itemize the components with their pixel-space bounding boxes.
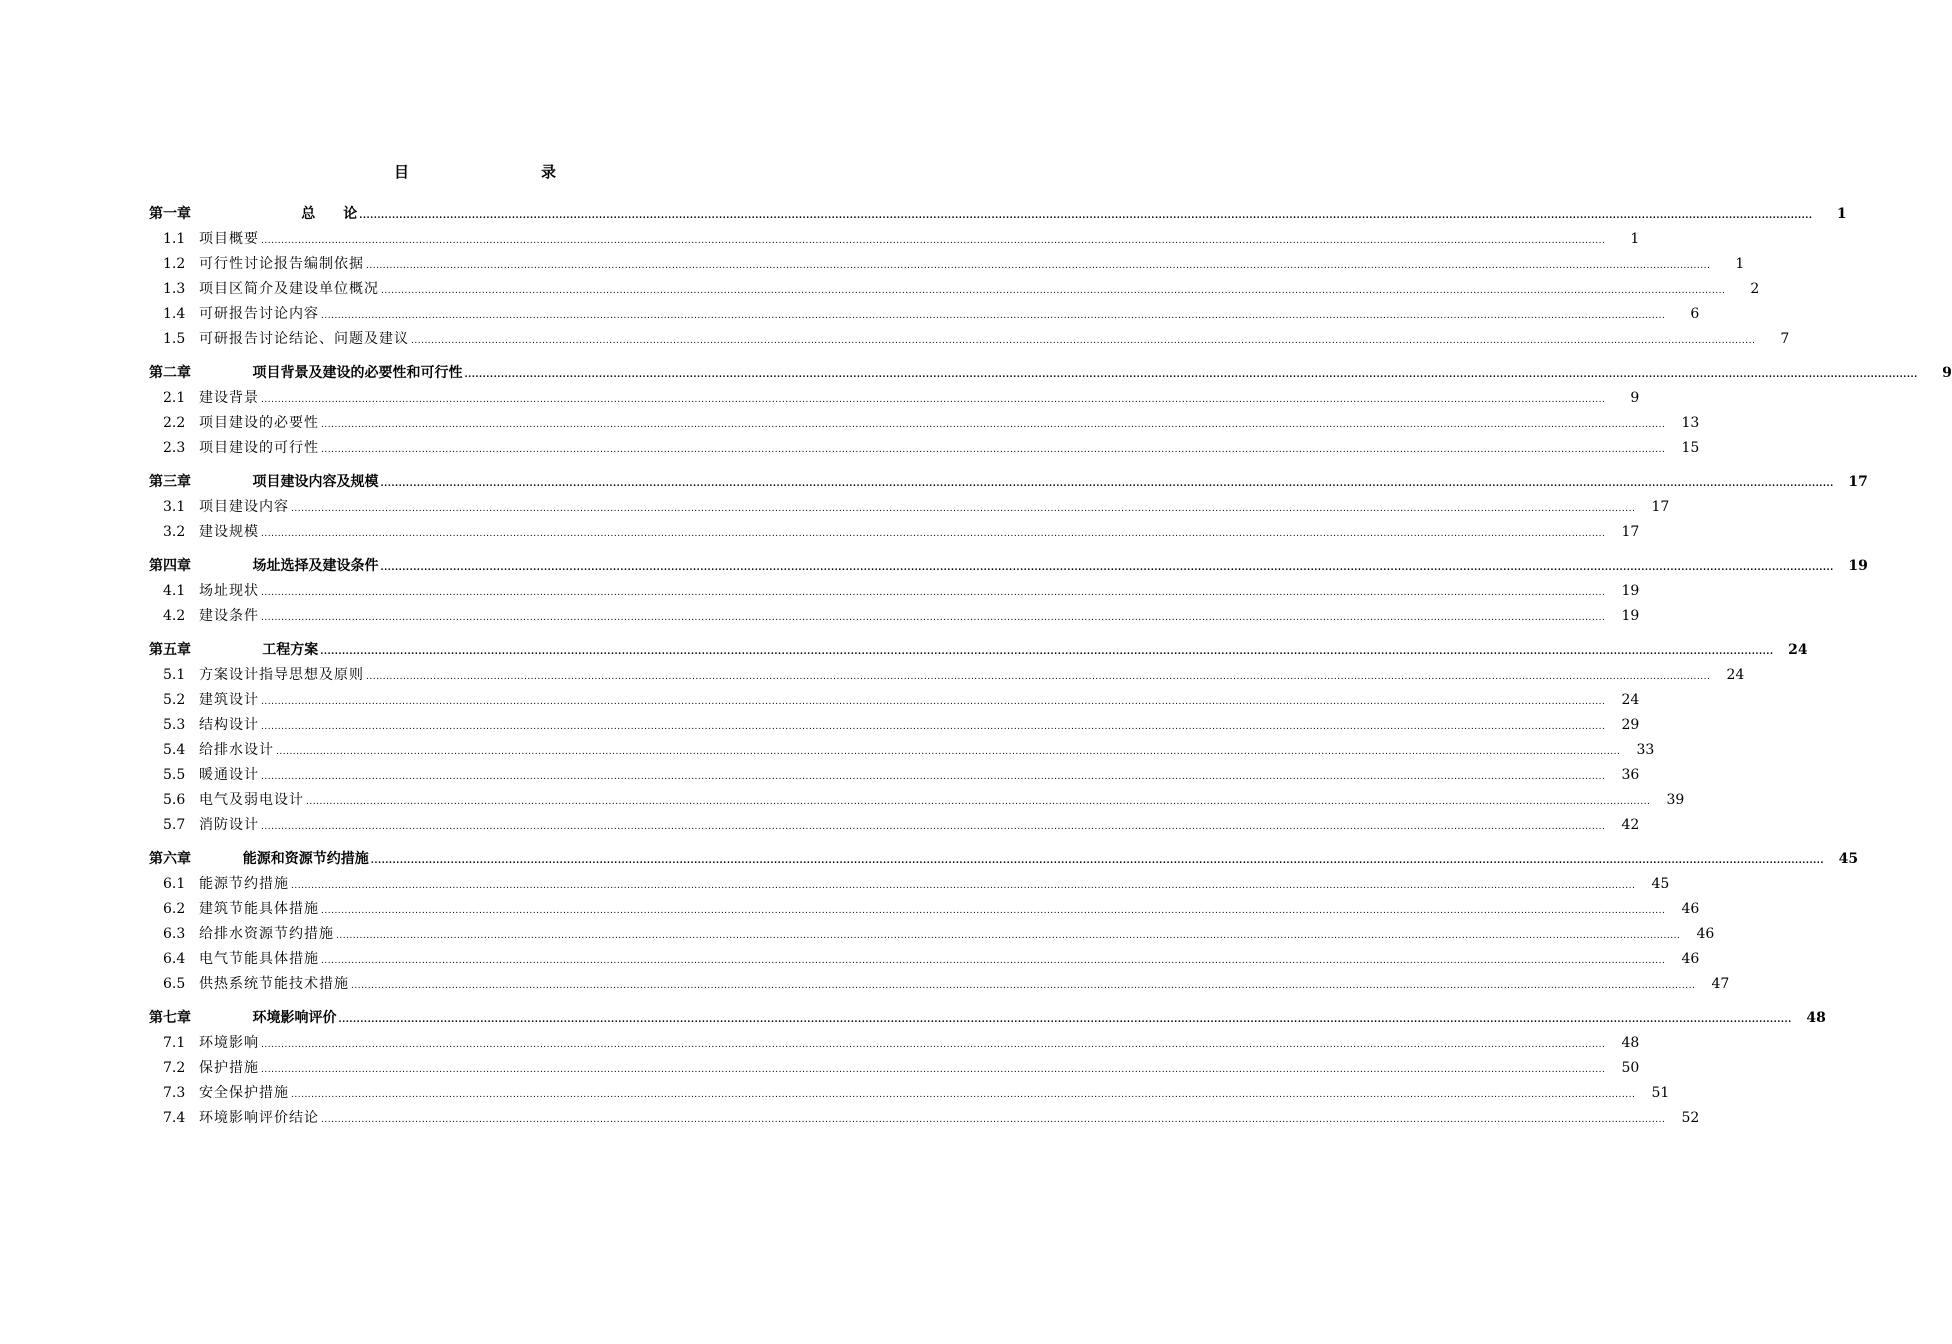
chapter-indent (233, 558, 253, 574)
toc-section-entry[interactable] (149, 739, 1655, 764)
chapter-number: 第四章 (149, 558, 191, 574)
section-number-text: 5.5 (163, 767, 186, 783)
dot-leader: ................................................................................................................................................................................................................................................................................................................................................................................................................ (370, 856, 1825, 866)
section-number (149, 951, 199, 967)
section-page-number: 39 (1666, 792, 1685, 808)
section-number (149, 692, 199, 708)
toc-chapter-entry[interactable] (149, 471, 1868, 496)
toc-section-entry[interactable] (149, 1107, 1700, 1132)
chapter-indent (233, 642, 262, 658)
dot-leader: ................................................................................................................................................................................................................................................................................................................................................................................................................ (366, 261, 1711, 271)
section-number (149, 1035, 199, 1051)
chapter-number: 第二章 (149, 365, 191, 381)
section-title: 环境影响评价结论 (199, 1110, 319, 1126)
chapter-indent (233, 206, 301, 222)
dot-leader: ................................................................................................................................................................................................................................................................................................................................................................................................................ (261, 1040, 1606, 1050)
chapter-number: 第一章 (149, 206, 191, 222)
section-number (149, 1060, 199, 1076)
section-page-number: 36 (1621, 767, 1640, 783)
chapter-title: 环境影响评价 (252, 1010, 337, 1026)
dot-leader: ................................................................................................................................................................................................................................................................................................................................................................................................................ (306, 797, 1651, 807)
section-title: 能源节约措施 (199, 876, 289, 892)
section-number-text: 6.4 (163, 951, 186, 967)
section-page-number: 46 (1696, 926, 1715, 942)
section-title: 给排水设计 (199, 742, 274, 758)
section-number (149, 667, 199, 683)
dot-leader: ................................................................................................................................................................................................................................................................................................................................................................................................................ (261, 588, 1606, 598)
toc-section-entry[interactable] (149, 303, 1700, 328)
section-number (149, 524, 199, 540)
toc-chapter-entry[interactable] (149, 639, 1808, 664)
dot-leader: ................................................................................................................................................................................................................................................................................................................................................................................................................ (411, 336, 1756, 346)
dot-leader: ................................................................................................................................................................................................................................................................................................................................................................................................................ (276, 747, 1621, 757)
section-title: 项目概要 (199, 231, 259, 247)
section-number-text: 1.4 (163, 306, 186, 322)
section-title: 消防设计 (199, 817, 259, 833)
toc-section-entry[interactable] (149, 605, 1640, 630)
section-number (149, 440, 199, 456)
dot-leader: ................................................................................................................................................................................................................................................................................................................................................................................................................ (321, 311, 1666, 321)
chapter-page-number: 9 (1942, 365, 1952, 381)
section-number-text: 1.3 (163, 281, 186, 297)
dot-leader: ................................................................................................................................................................................................................................................................................................................................................................................................................ (261, 395, 1606, 405)
section-number-text: 7.1 (163, 1035, 186, 1051)
toc-section-entry[interactable] (149, 1032, 1640, 1057)
section-page-number: 9 (1630, 390, 1640, 406)
chapter-page-number: 17 (1848, 474, 1868, 490)
section-number-text: 2.1 (163, 390, 186, 406)
section-number-text: 6.5 (163, 976, 186, 992)
table-of-contents (149, 203, 1952, 1132)
toc-section-entry[interactable] (149, 814, 1640, 839)
dot-leader: ................................................................................................................................................................................................................................................................................................................................................................................................................ (380, 479, 1834, 489)
section-page-number: 2 (1750, 281, 1760, 297)
chapter-page-number: 19 (1848, 558, 1868, 574)
section-number-text: 6.3 (163, 926, 186, 942)
section-number-text: 1.5 (163, 331, 186, 347)
section-number (149, 331, 199, 347)
toc-section-entry[interactable] (149, 923, 1715, 948)
section-number-text: 4.2 (163, 608, 186, 624)
section-number (149, 717, 199, 733)
section-number-text: 4.1 (163, 583, 186, 599)
dot-leader: ................................................................................................................................................................................................................................................................................................................................................................................................................ (321, 956, 1666, 966)
dot-leader: ................................................................................................................................................................................................................................................................................................................................................................................................................ (321, 445, 1666, 455)
section-title: 可研报告讨论内容 (199, 306, 319, 322)
section-number-text: 2.2 (163, 415, 186, 431)
chapter-title: 能源和资源节约措施 (242, 851, 369, 867)
section-title: 电气及弱电设计 (199, 792, 304, 808)
toc-section-entry[interactable] (149, 764, 1640, 789)
section-number-text: 5.3 (163, 717, 186, 733)
chapter-indent (233, 851, 243, 867)
section-number-text: 5.1 (163, 667, 186, 683)
section-number-text: 7.3 (163, 1085, 186, 1101)
section-title: 建筑设计 (199, 692, 259, 708)
toc-chapter-entry[interactable] (149, 1007, 1826, 1032)
chapter-number: 第五章 (149, 642, 191, 658)
section-page-number: 15 (1681, 440, 1700, 456)
section-page-number: 52 (1681, 1110, 1700, 1126)
section-page-number: 17 (1651, 499, 1670, 515)
toc-chapter-entry[interactable] (149, 555, 1868, 580)
chapter-page-number: 48 (1806, 1010, 1826, 1026)
section-number (149, 281, 199, 297)
section-number (149, 1085, 199, 1101)
toc-section-entry[interactable] (149, 948, 1700, 973)
toc-chapter-entry[interactable] (149, 848, 1859, 873)
dot-leader: ................................................................................................................................................................................................................................................................................................................................................................................................................ (321, 1115, 1666, 1125)
toc-section-entry[interactable] (149, 1082, 1670, 1107)
section-number (149, 231, 199, 247)
section-number-text: 7.4 (163, 1110, 186, 1126)
toc-section-entry[interactable] (149, 387, 1640, 412)
dot-leader: ................................................................................................................................................................................................................................................................................................................................................................................................................ (380, 563, 1834, 573)
chapter-title: 场址选择及建设条件 (252, 558, 379, 574)
toc-section-entry[interactable] (149, 664, 1745, 689)
toc-section-entry[interactable] (149, 898, 1700, 923)
toc-section-entry[interactable] (149, 521, 1640, 546)
chapter-indent (233, 365, 253, 381)
section-page-number: 47 (1711, 976, 1730, 992)
dot-leader: ................................................................................................................................................................................................................................................................................................................................................................................................................ (381, 286, 1726, 296)
dot-leader: ................................................................................................................................................................................................................................................................................................................................................................................................................ (261, 236, 1606, 246)
section-title: 项目建设的可行性 (199, 440, 319, 456)
toc-section-entry[interactable] (149, 412, 1700, 437)
section-number (149, 583, 199, 599)
dot-leader: ................................................................................................................................................................................................................................................................................................................................................................................................................ (336, 931, 1681, 941)
section-number (149, 1110, 199, 1126)
section-number (149, 976, 199, 992)
section-page-number: 46 (1681, 951, 1700, 967)
chapter-number: 第三章 (149, 474, 191, 490)
section-number-text: 5.7 (163, 817, 186, 833)
section-title: 可行性讨论报告编制依据 (199, 256, 364, 272)
dot-leader: ................................................................................................................................................................................................................................................................................................................................................................................................................ (261, 529, 1606, 539)
chapter-indent (233, 474, 253, 490)
chapter-page-number: 1 (1836, 206, 1847, 222)
toc-section-entry[interactable] (149, 278, 1760, 303)
dot-leader: ................................................................................................................................................................................................................................................................................................................................................................................................................ (366, 672, 1711, 682)
section-title: 结构设计 (199, 717, 259, 733)
section-number (149, 256, 199, 272)
section-page-number: 33 (1636, 742, 1655, 758)
section-title: 建筑节能具体措施 (199, 901, 319, 917)
section-number-text: 3.2 (163, 524, 186, 540)
toc-section-entry[interactable] (149, 714, 1640, 739)
section-number (149, 499, 199, 515)
page-title: 目 录 (393, 163, 590, 181)
dot-leader: ................................................................................................................................................................................................................................................................................................................................................................................................................ (261, 772, 1606, 782)
section-number (149, 306, 199, 322)
dot-leader: ................................................................................................................................................................................................................................................................................................................................................................................................................ (321, 420, 1666, 430)
section-page-number: 24 (1726, 667, 1745, 683)
dot-leader: ................................................................................................................................................................................................................................................................................................................................................................................................................ (321, 906, 1666, 916)
section-title: 电气节能具体措施 (199, 951, 319, 967)
section-number-text: 1.2 (163, 256, 186, 272)
section-number (149, 767, 199, 783)
chapter-title: 项目建设内容及规模 (252, 474, 379, 490)
toc-section-entry[interactable] (149, 873, 1670, 898)
dot-leader: ................................................................................................................................................................................................................................................................................................................................................................................................................ (291, 504, 1636, 514)
section-page-number: 19 (1621, 608, 1640, 624)
section-number-text: 5.4 (163, 742, 186, 758)
chapter-title: 工程方案 (262, 642, 319, 658)
section-page-number: 29 (1621, 717, 1640, 733)
section-page-number: 1 (1735, 256, 1745, 272)
chapter-number: 第六章 (149, 851, 191, 867)
section-number-text: 6.2 (163, 901, 186, 917)
section-title: 安全保护措施 (199, 1085, 289, 1101)
chapter-page-number: 24 (1788, 642, 1808, 658)
section-number (149, 926, 199, 942)
toc-section-entry[interactable] (149, 328, 1790, 353)
section-title: 项目建设的必要性 (199, 415, 319, 431)
section-title: 方案设计指导思想及原则 (199, 667, 364, 683)
chapter-number: 第七章 (149, 1010, 191, 1026)
section-number-text: 2.3 (163, 440, 186, 456)
toc-section-entry[interactable] (149, 437, 1700, 462)
dot-leader: ................................................................................................................................................................................................................................................................................................................................................................................................................ (291, 881, 1636, 891)
dot-leader: ................................................................................................................................................................................................................................................................................................................................................................................................................ (464, 370, 1918, 380)
section-number (149, 901, 199, 917)
section-number-text: 1.1 (163, 231, 186, 247)
section-number (149, 817, 199, 833)
toc-section-entry[interactable] (149, 496, 1670, 521)
toc-section-entry[interactable] (149, 789, 1685, 814)
toc-section-entry[interactable] (149, 253, 1745, 278)
dot-leader: ................................................................................................................................................................................................................................................................................................................................................................................................................ (320, 647, 1774, 657)
toc-section-entry[interactable] (149, 689, 1640, 714)
section-number (149, 876, 199, 892)
dot-leader: ................................................................................................................................................................................................................................................................................................................................................................................................................ (261, 613, 1606, 623)
section-page-number: 1 (1630, 231, 1640, 247)
section-number-text: 5.2 (163, 692, 186, 708)
chapter-title: 项目背景及建设的必要性和可行性 (252, 365, 463, 381)
section-page-number: 50 (1621, 1060, 1640, 1076)
section-page-number: 13 (1681, 415, 1700, 431)
section-number (149, 390, 199, 406)
section-title: 项目建设内容 (199, 499, 289, 515)
dot-leader: ................................................................................................................................................................................................................................................................................................................................................................................................................ (291, 1090, 1636, 1100)
section-title: 暖通设计 (199, 767, 259, 783)
section-page-number: 42 (1621, 817, 1640, 833)
dot-leader: ................................................................................................................................................................................................................................................................................................................................................................................................................ (261, 1065, 1606, 1075)
section-title: 可研报告讨论结论、问题及建议 (199, 331, 409, 347)
dot-leader: ................................................................................................................................................................................................................................................................................................................................................................................................................ (261, 722, 1606, 732)
section-number (149, 608, 199, 624)
section-page-number: 17 (1621, 524, 1640, 540)
toc-chapter-entry[interactable] (149, 362, 1952, 387)
section-title: 建设条件 (199, 608, 259, 624)
toc-chapter-entry[interactable] (149, 203, 1847, 228)
section-page-number: 51 (1651, 1085, 1670, 1101)
chapter-page-number: 45 (1838, 851, 1859, 867)
section-page-number: 19 (1621, 583, 1640, 599)
dot-leader: ................................................................................................................................................................................................................................................................................................................................................................................................................ (338, 1015, 1792, 1025)
toc-section-entry[interactable] (149, 973, 1730, 998)
section-title: 建设规模 (199, 524, 259, 540)
section-page-number: 46 (1681, 901, 1700, 917)
toc-section-entry[interactable] (149, 1057, 1640, 1082)
dot-leader: ................................................................................................................................................................................................................................................................................................................................................................................................................ (261, 822, 1606, 832)
dot-leader: ................................................................................................................................................................................................................................................................................................................................................................................................................ (351, 981, 1696, 991)
section-title: 建设背景 (199, 390, 259, 406)
toc-section-entry[interactable] (149, 228, 1640, 253)
section-title: 供热系统节能技术措施 (199, 976, 349, 992)
section-title: 场址现状 (199, 583, 259, 599)
dot-leader: ................................................................................................................................................................................................................................................................................................................................................................................................................ (359, 211, 1813, 221)
section-page-number: 45 (1651, 876, 1670, 892)
section-number-text: 7.2 (163, 1060, 186, 1076)
section-number-text: 6.1 (163, 876, 186, 892)
section-number-text: 5.6 (163, 792, 186, 808)
section-title: 项目区简介及建设单位概况 (199, 281, 379, 297)
section-page-number: 48 (1621, 1035, 1640, 1051)
section-page-number: 7 (1780, 331, 1790, 347)
section-number (149, 415, 199, 431)
section-number (149, 742, 199, 758)
dot-leader: ................................................................................................................................................................................................................................................................................................................................................................................................................ (261, 697, 1606, 707)
chapter-indent (233, 1010, 253, 1026)
section-page-number: 6 (1690, 306, 1700, 322)
section-number-text: 3.1 (163, 499, 186, 515)
chapter-title: 总 论 (301, 206, 358, 222)
section-number (149, 792, 199, 808)
section-title: 保护措施 (199, 1060, 259, 1076)
section-page-number: 24 (1621, 692, 1640, 708)
section-title: 环境影响 (199, 1035, 259, 1051)
toc-section-entry[interactable] (149, 580, 1640, 605)
section-title: 给排水资源节约措施 (199, 926, 334, 942)
